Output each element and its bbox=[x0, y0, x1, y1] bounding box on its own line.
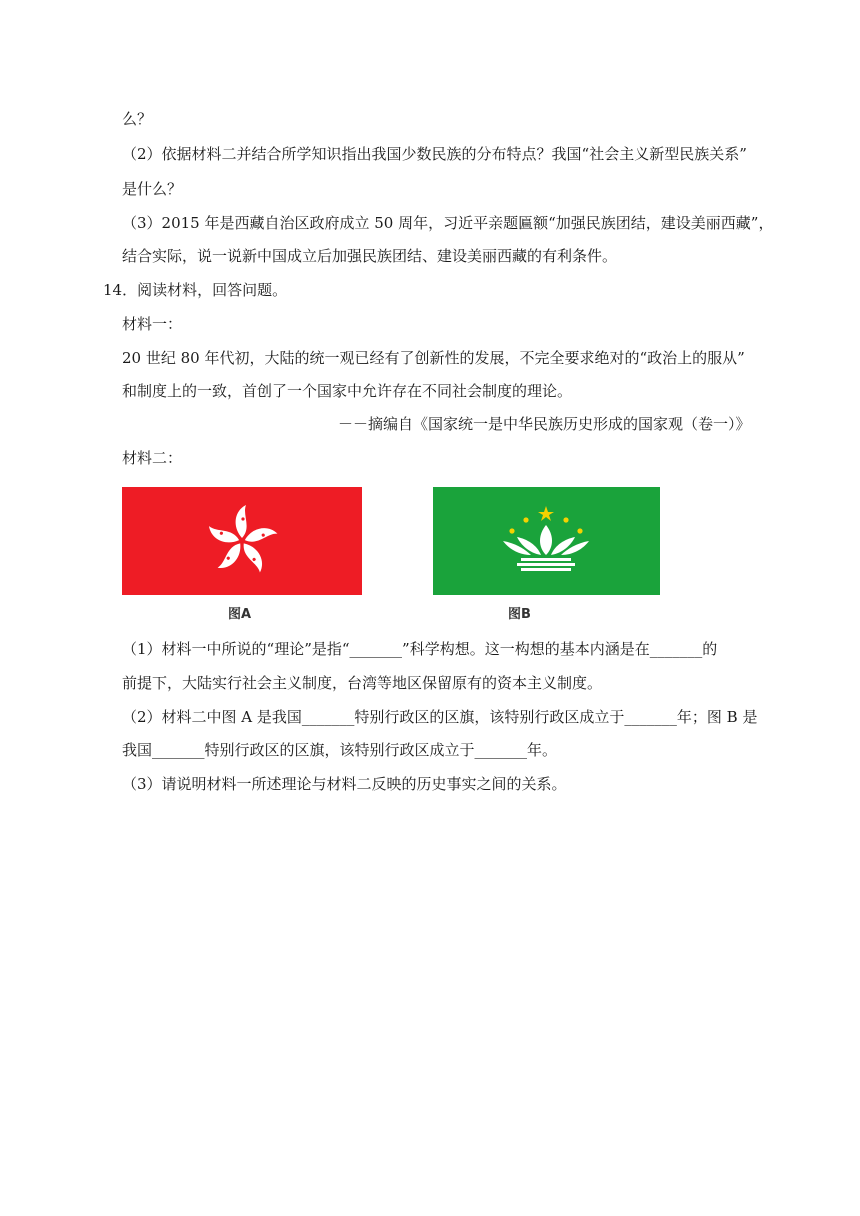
text-line: （2）材料二中图 A 是我国_______特别行政区的区旗，该特别行政区成立于_______年；图 B 是 bbox=[122, 708, 758, 726]
figure-b-caption: 图B bbox=[508, 607, 531, 622]
text-line: （3）2015 年是西藏自治区政府成立 50 周年，习近平亲题匾额“加强民族团结，建设美丽西藏”， bbox=[122, 214, 774, 232]
text-line: （1）材料一中所说的“理论”是指“_______”科学构想。这一构想的基本内涵是在_______的 bbox=[122, 640, 718, 658]
text-line: （2）依据材料二并结合所学知识指出我国少数民族的分布特点？我国“社会主义新型民族关系” bbox=[122, 145, 747, 163]
text-line: 20 世纪 80 年代初，大陆的统一观已经有了创新性的发展，不完全要求绝对的“政治上的服从” bbox=[122, 349, 745, 367]
material-label: 材料二： bbox=[122, 449, 183, 467]
macau-flag-image bbox=[433, 487, 660, 595]
text-line: 么？ bbox=[122, 110, 153, 128]
source-citation: －－摘编自《国家统一是中华民族历史形成的国家观（卷一）》 bbox=[338, 415, 751, 433]
text-line: （3）请说明材料一所述理论与材料二反映的历史事实之间的关系。 bbox=[122, 775, 567, 793]
figure-a-caption: 图A bbox=[228, 607, 252, 622]
hong-kong-flag-image bbox=[122, 487, 362, 595]
text-line: 结合实际，说一说新中国成立后加强民族团结、建设美丽西藏的有利条件。 bbox=[122, 247, 618, 265]
text-line: 前提下，大陆实行社会主义制度，台湾等地区保留原有的资本主义制度。 bbox=[122, 674, 603, 692]
text-line: 和制度上的一致，首创了一个国家中允许存在不同社会制度的理论。 bbox=[122, 382, 573, 400]
material-label: 材料一： bbox=[122, 315, 183, 333]
text-line: 我国_______特别行政区的区旗，该特别行政区成立于_______年。 bbox=[122, 741, 558, 759]
question-heading: 14．阅读材料，回答问题。 bbox=[103, 281, 288, 299]
text-line: 是什么？ bbox=[122, 180, 183, 198]
